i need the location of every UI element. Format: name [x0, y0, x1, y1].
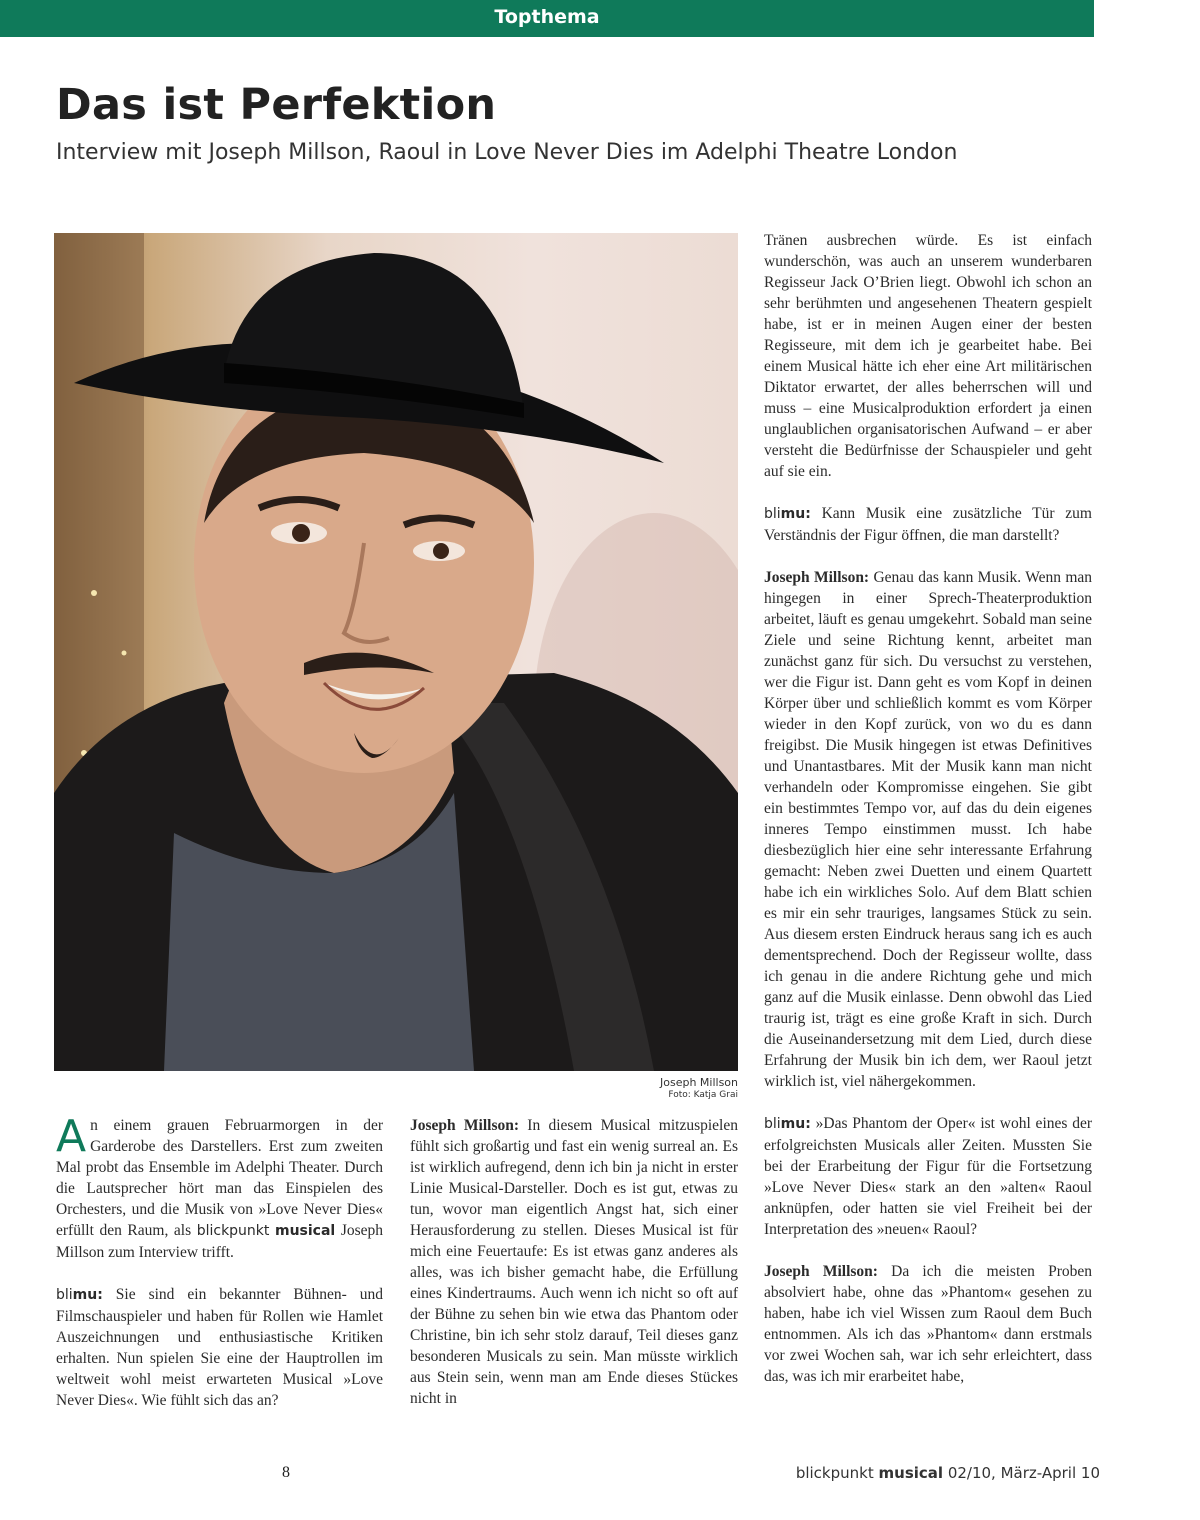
answer-3 — [764, 1261, 1092, 1387]
article-title: Das ist Perfektion — [56, 80, 497, 130]
interviewer-label-prefix: bli — [56, 1287, 73, 1303]
photo-credit: Foto: Katja Grai — [668, 1090, 738, 1100]
photo-caption — [660, 1076, 738, 1102]
brand-prefix: blickpunkt — [196, 1223, 270, 1239]
page-number: 8 — [282, 1464, 290, 1481]
question-1 — [56, 1284, 383, 1411]
question-1-text: Sie sind ein bekannter Bühnen- und Filmschauspieler und haben für Rollen wie Hamlet Auszeichnungen und enthusiastische Kritiken erhalten. Nun spielen Sie eine der Hauptrollen im weltweit wohl meist erwarteten Musical »Love Never Dies«. Wie fühlt sich das an? — [56, 1286, 383, 1409]
footer-brand-prefix: blickpunkt — [795, 1464, 874, 1482]
interviewer-label-prefix: bli — [764, 1116, 781, 1132]
interviewer-label-bold: mu: — [780, 506, 811, 522]
answer-1-continued: Tränen ausbrechen würde. Es ist einfach wunderschön, was auch an unserem wunderbaren Regisseur Jack O’Brien liegt. Obwohl ich schon an sehr berühmten und angesehenen Theatern gespielt habe, ist er in meinen Augen einer der besten Regisseure, mit dem ich je gearbeitet habe. Bei einem Musical hätte ich eher eine Art militärischen Diktator erwartet, der alles beherrschen will und muss – eine Musicalproduktion erfordert ja einen unglaublichen organisatorischen Aufwand – er aber versteht die Bedürfnisse der Schauspieler und geht auf sie ein. — [764, 232, 1092, 480]
section-header-bar — [0, 0, 1094, 37]
portrait-photo — [54, 233, 738, 1071]
section-label: Topthema — [494, 6, 600, 28]
article-subtitle: Interview mit Joseph Millson, Raoul in Love Never Dies im Adelphi Theatre London — [56, 140, 958, 165]
speaker-label: Joseph Millson: — [410, 1117, 520, 1134]
intro-text-b: Joseph Millson zum Interview trifft. — [56, 1222, 384, 1261]
text-column-2 — [410, 1115, 738, 1430]
interviewer-label-bold: mu: — [72, 1287, 103, 1303]
answer-3-text: Da ich die meisten Proben absolviert habe, ohne das »Phantom« gesehen zu haben, habe ich viel Wissen zum Raoul dem Buch entnommen. Als ich das »Phantom« dann erstmals vor zwei Wochen sah, war ich sehr erleichtert, dass das, was ich mir erarbeitet habe, — [764, 1263, 1092, 1385]
drop-cap: A — [56, 1111, 87, 1162]
brand-name: musical — [275, 1223, 336, 1239]
text-column-3 — [764, 230, 1092, 1408]
intro-text-a: n einem grauen Februarmorgen in der Garderobe des Darstellers. Erst zum zweiten Mal probt das Ensemble im Adelphi Theater. Durch die Lautsprecher hört man das Einspielen des Orchesters, und die Musik von »Love Never Dies« erfüllt den Raum, als — [56, 1117, 383, 1239]
speaker-label: Joseph Millson: — [764, 569, 870, 586]
answer-1-text: In diesem Musical mitzuspielen fühlt sich großartig und fast ein wenig surreal an. Es ist wirklich aufregend, denn ich bin ja nicht in erster Linie Musical-Darsteller. Doch es ist gut, etwas zu tun, wovor man eigentlich Angst hat, sich einer Herausforderung zu stellen. Dieses Musical ist für mich eine Feuertaufe: Es ist etwas ganz anderes als alles, was ich bisher gemacht habe, die Erfüllung eines Kindertraums. Auch wenn ich nicht so oft auf der Bühne zu sehen bin wie etwa das Phantom oder Christine, bin ich sehr stolz darauf, Teil dieses ganz besonderen Musicals zu sein. Man müsste wirklich aus Stein sein, wenn man am Ende dieses Stückes nicht in — [410, 1117, 738, 1407]
footer-brand-name: musical — [878, 1464, 944, 1482]
question-2 — [764, 503, 1092, 546]
interviewer-label-bold: mu: — [780, 1116, 811, 1132]
footer-issue: 02/10, März-April 10 — [943, 1464, 1100, 1482]
footer-issue-line — [796, 1464, 1100, 1482]
photo-caption-name: Joseph Millson — [659, 1076, 738, 1089]
interviewer-label-prefix: bli — [764, 506, 781, 522]
question-3-text: »Das Phantom der Oper« ist wohl eines der erfolgreichsten Musicals aller Zeiten. Mussten Sie bei der Erarbeitung der Figur für die Fortsetzung »Love Never Dies« stark an den »alten« Raoul anknüpfen, oder hatten sie viel Freiheit bei der Interpretation des »neuen« Raoul? — [764, 1115, 1092, 1238]
speaker-label: Joseph Millson: — [764, 1263, 878, 1280]
intro-paragraph — [56, 1111, 384, 1263]
text-column-1 — [56, 1111, 384, 1432]
answer-1 — [410, 1115, 738, 1409]
portrait-illustration — [54, 233, 738, 1071]
question-3 — [764, 1113, 1092, 1240]
answer-2 — [764, 567, 1092, 1092]
answer-2-text: Genau das kann Musik. Wenn man hingegen in einer Sprech-Theaterproduktion arbeitet, läuft es genau umgekehrt. Sobald man seine Ziele und seine Richtung kennt, arbeitet man zunächst ganz für sich. Du versuchst zu verstehen, wer die Figur ist. Dann geht es vom Kopf in deinen Körper über und schließlich kommt es vom Körper wieder in den Kopf zurück, von wo du es dann freigibst. Die Musik hingegen ist etwas Definitives und Unantastbares. Mit der Musik kann man nicht verhandeln oder Kompromisse eingehen. Sie gibt ein bestimmtes Tempo vor, auf das du dein eigenes inneres Tempo einstimmen musst. Ich habe diesbezüglich hier eine sehr interessante Erfahrung gemacht: Neben zwei Duetten und einem Quartett habe ich ein wirkliches Solo. Auf dem Blatt schien es mir ein sehr trauriges, langsames Stück zu sein. Aus diesem ersten Eindruck heraus sang ich es auch dementsprechend. Doch der Regisseur wollte, dass ich genau in die andere Richtung gehe und mich ganz auf die Musik einlasse. Denn obwohl das Lied traurig ist, trägt es eine große Kraft in sich. Durch die Auseinandersetzung mit dem Lied, durch diese Erfahrung der Musik bin ich dem, wer Raoul jetzt wirklich ist, viel nähergekommen. — [764, 569, 1093, 1090]
question-2-text: Kann Musik eine zusätzliche Tür zum Verständnis der Figur öffnen, die man darstellt? — [764, 505, 1092, 544]
